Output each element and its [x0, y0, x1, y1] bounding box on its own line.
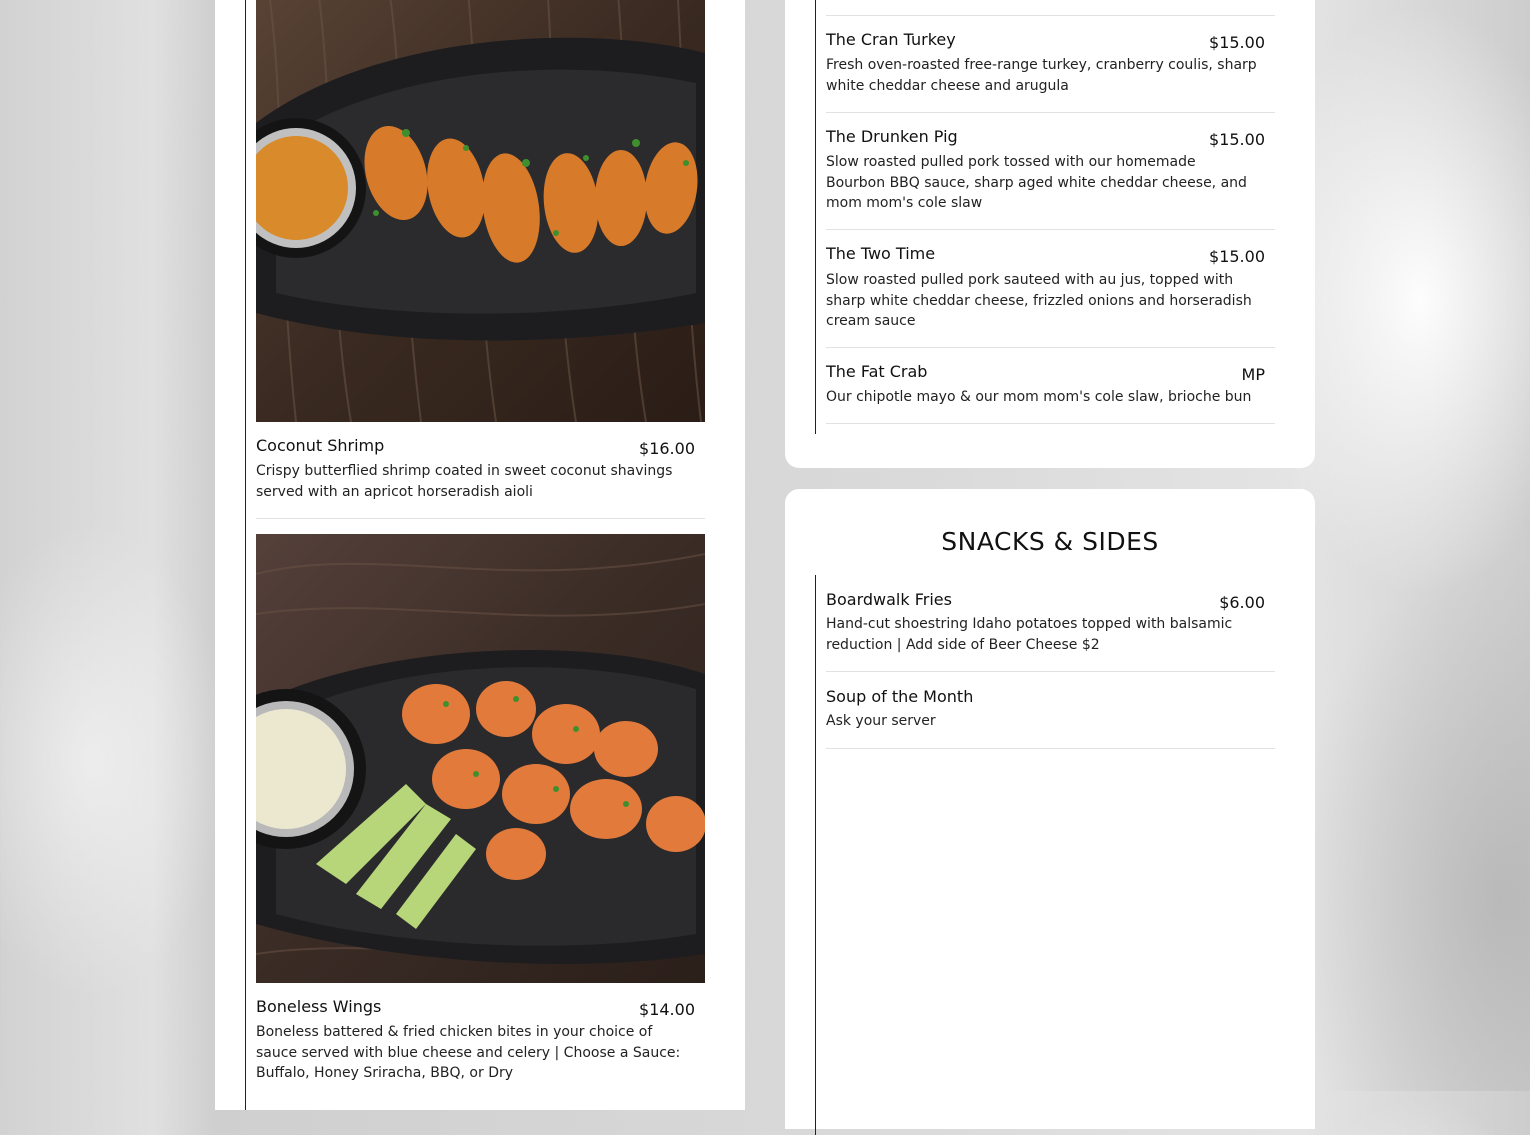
item-description: Slow roasted pulled pork sauteed with au jus, topped with sharp white cheddar cheese, frizzled onions and horseradish cream sauce [826, 272, 1252, 329]
vertical-rule [245, 0, 246, 1110]
item-description: Fresh oven-roasted free-range turkey, cranberry coulis, sharp white cheddar cheese and arugula [826, 57, 1257, 94]
item-name: The Drunken Pig [826, 127, 958, 146]
item-description: Slow roasted pulled pork tossed with our homemade Bourbon BBQ sauce, sharp aged white cheddar cheese, and mom mom's cole slaw [826, 154, 1247, 211]
item-name: Boneless Wings [256, 997, 382, 1016]
sandwiches-panel [785, 0, 1315, 468]
item-divider [826, 671, 1275, 672]
vertical-rule [815, 0, 816, 434]
item-price: $15.00 [1209, 247, 1265, 266]
item-description: Crispy butterflied shrimp coated in sweet coconut shavings served with an apricot horseradish aioli [256, 463, 673, 500]
item-name: The Cran Turkey [826, 30, 956, 49]
item-description: Ask your server [826, 713, 936, 729]
item-price: $15.00 [1209, 130, 1265, 149]
item-name: The Fat Crab [826, 362, 928, 381]
item-divider [256, 518, 705, 519]
boneless-wings-photo [256, 534, 705, 983]
item-name: Coconut Shrimp [256, 436, 385, 455]
item-price: $6.00 [1219, 593, 1265, 612]
item-divider [826, 229, 1275, 230]
item-name: Boardwalk Fries [826, 590, 952, 609]
item-price: $14.00 [639, 1000, 695, 1019]
item-price: $16.00 [639, 439, 695, 458]
section-title: SNACKS & SIDES [941, 527, 1159, 556]
item-divider [826, 112, 1275, 113]
item-description: Hand-cut shoestring Idaho potatoes topped with balsamic reduction | Add side of Beer Cheese $2 [826, 616, 1233, 653]
item-description: Boneless battered & fried chicken bites in your choice of sauce served with blue cheese and celery | Choose a Sauce: Buffalo, Honey Sriracha, BBQ, or Dry [256, 1024, 681, 1081]
coconut-shrimp-photo [256, 0, 705, 422]
vertical-rule [815, 575, 816, 1135]
item-divider [826, 347, 1275, 348]
item-divider [826, 15, 1275, 16]
item-name: Soup of the Month [826, 687, 974, 706]
item-price: MP [1241, 365, 1265, 384]
item-description: Our chipotle mayo & our mom mom's cole slaw, brioche bun [826, 389, 1252, 405]
item-name: The Two Time [826, 244, 936, 263]
snacks-sides-panel [785, 489, 1315, 1129]
left-menu-panel [215, 0, 745, 1110]
item-price: $15.00 [1209, 33, 1265, 52]
item-divider [826, 748, 1275, 749]
item-divider [826, 423, 1275, 424]
